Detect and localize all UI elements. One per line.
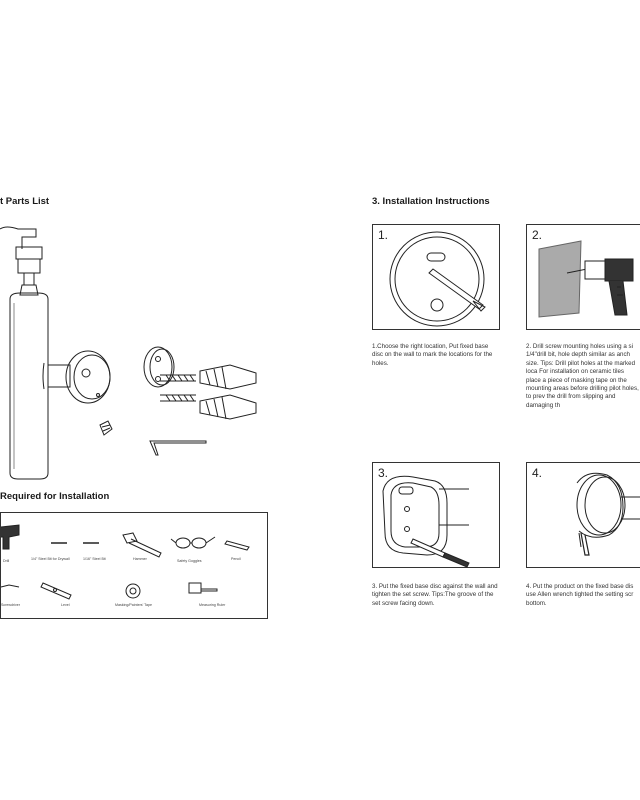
step-1-panel bbox=[372, 224, 500, 330]
tool-label-drill: Drill bbox=[3, 559, 10, 563]
tool-label-drywall-bit: 1/4" Steel Bit for Drywall bbox=[31, 557, 70, 561]
tool-label-goggles: Safety Goggles bbox=[177, 559, 202, 563]
tool-label-ruler: Measuring Ruler bbox=[199, 603, 226, 607]
tool-label-steel-bit: 1/16" Steel Bit bbox=[83, 557, 106, 561]
tools-box bbox=[0, 512, 268, 619]
step-2-number: 2. bbox=[532, 228, 543, 242]
step-4-number: 4. bbox=[532, 466, 543, 480]
step-3-number: 3. bbox=[378, 466, 389, 480]
step-3-panel bbox=[372, 462, 500, 568]
installation-heading: 3. Installation Instructions bbox=[372, 196, 490, 207]
tool-label-level: Level bbox=[61, 603, 70, 607]
tool-label-tape: Masking/Painters' Tape bbox=[115, 603, 152, 607]
step-1-illustration bbox=[373, 225, 501, 331]
step-3-illustration bbox=[373, 463, 501, 569]
parts-list-heading: t Parts List bbox=[0, 196, 50, 207]
tool-label-pencil: Pencil bbox=[231, 557, 241, 561]
parts-illustration bbox=[0, 215, 290, 485]
step-1-number: 1. bbox=[378, 228, 389, 242]
step-1-caption: 1.Choose the right location, Put fixed base disc on the wall to mark the locations for the holes. bbox=[372, 343, 493, 367]
step-4-illustration bbox=[527, 463, 640, 569]
tool-label-hammer: Hammer bbox=[133, 557, 147, 561]
step-3-caption: 3. Put the fixed base disc against the wall and tighten the set screw. Tips:The groove of the set screw facing down. bbox=[372, 583, 498, 607]
step-2-caption: 2. Drill screw mounting holes using a si 1/4"drill bit, hole depth similar as anch size. Tips: Drill pilot holes at the marked loca For installation on ceramic tiles place a piece of masking tape on the mounting areas before drilling pilot holes, to prev the drill from slipping and damaging th bbox=[526, 343, 639, 409]
tool-label-screwdriver: Screwdriver bbox=[1, 603, 20, 607]
tools-heading: Required for Installation bbox=[0, 491, 110, 502]
step-2-illustration bbox=[527, 225, 640, 331]
step-4-panel bbox=[526, 462, 640, 568]
step-4-caption: 4. Put the product on the fixed base dis use Allen wrench tighted the setting scr bottom. bbox=[526, 583, 634, 607]
step-2-panel bbox=[526, 224, 640, 330]
